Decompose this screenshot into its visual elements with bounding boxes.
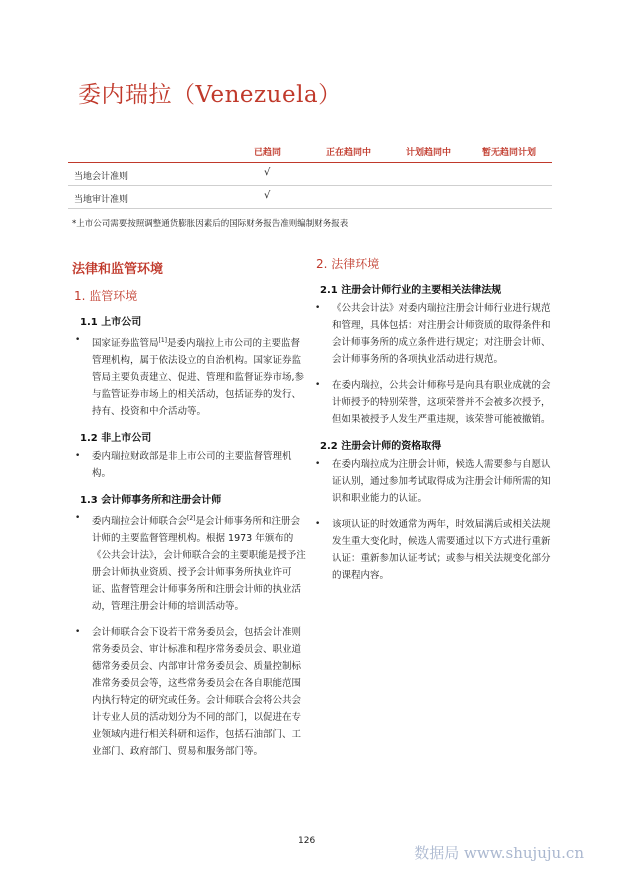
subsection-regulatory: 1. 监管环境 bbox=[74, 289, 138, 303]
left-column bbox=[72, 255, 308, 769]
list-item: • 会计师联合会下设若干常务委员会，包括会计准则常务委员会、审计标准和程序常务委员会、职业道德常务委员会、内部审计常务委员会、质量控制标准常务委员会等，这些常务委员会在各自职能范围内执行特定的研究或任务。会计师联合会将公共会计专业人员的活动划分为不同的部门，以促进在专业领域内进行相关科研和运作，包括石油部门、工业部门、政府部门、贸易和服务部门等。 bbox=[92, 624, 308, 760]
subsection-legal: 2. 法律环境 bbox=[316, 257, 380, 271]
row-label: 当地审计准则 bbox=[74, 195, 129, 205]
page-title: 委内瑞拉（Venezuela） bbox=[78, 82, 342, 108]
col-planned: 计划趋同中 bbox=[406, 148, 452, 158]
list-item: • 在委内瑞拉，公共会计师称号是向具有职业成就的会计师授予的特别荣誉，这项荣誉并不会被多次授予，但如果被授予人发生严重违规，该荣誉可能被撤销。 bbox=[332, 377, 552, 428]
list-item: • 在委内瑞拉成为注册会计师，候选人需要参与自愿认证认别，通过参加考试取得成为注册会计师所需的知识和职业能力的认证。 bbox=[332, 456, 552, 507]
check-mark: √ bbox=[264, 167, 271, 178]
table-note: *上市公司需要按照调整通货膨胀因素后的国际财务报告准则编制财务报表 bbox=[72, 219, 349, 229]
table-row bbox=[68, 186, 552, 209]
row-label: 当地会计准则 bbox=[74, 172, 129, 182]
table-header bbox=[68, 142, 552, 163]
right-column bbox=[312, 255, 552, 593]
list-item: • 国家证券监管局[1]是委内瑞拉上市公司的主要监督管理机构，属于依法设立的自治机构。国家证券监管局主要负责建立、促进、管理和监督证券市场,参与监管证券市场上的相关活动，包括证券的发行、持有、投资和中介活动等。 bbox=[92, 332, 308, 420]
list-item: • 委内瑞拉财政部是非上市公司的主要监督管理机构。 bbox=[92, 448, 308, 482]
heading-unlisted: 1.2 非上市公司 bbox=[80, 433, 152, 445]
page-number: 126 bbox=[298, 836, 316, 846]
section-heading: 法律和监管环境 bbox=[72, 262, 164, 277]
heading-firms: 1.3 会计师事务所和注册会计师 bbox=[80, 495, 222, 507]
col-no-plan: 暂无趋同计划 bbox=[482, 148, 537, 158]
heading-qualification: 2.2 注册会计师的资格取得 bbox=[320, 441, 442, 452]
heading-listed: 1.1 上市公司 bbox=[80, 317, 142, 328]
table-row bbox=[68, 163, 552, 186]
list-item: • 该项认证的时效通常为两年，时效届满后或相关法规发生重大变化时，候选人需要通过以下方式进行重新认证：重新参加认证考试；或参与相关法规变化部分的课程内容。 bbox=[332, 516, 552, 584]
convergence-table bbox=[68, 142, 552, 229]
check-mark: √ bbox=[264, 190, 271, 201]
heading-laws: 2.1 注册会计师行业的主要相关法律法规 bbox=[320, 285, 502, 296]
watermark: 数据局 www.shujuju.cn bbox=[414, 844, 584, 862]
col-converging: 正在趋同中 bbox=[326, 148, 372, 158]
list-item: • 《公共会计法》对委内瑞拉注册会计师行业进行规范和管理，具体包括：对注册会计师资质的取得条件和会计师事务所的成立条件进行规定；对注册会计师、会计师事务所的各项执业活动进行规范。 bbox=[332, 300, 552, 368]
list-item: • 委内瑞拉会计师联合会[2]是会计师事务所和注册会计师的主要监督管理机构。根据 1973 年颁布的《公共会计法》，会计师联合会的主要职能是授予注册会计师执业资质、授予会计师事务所执业许可证、监督管理会计师事务所和注册会计师的执业活动，管理注册会计师的培训活动等。 bbox=[92, 510, 308, 615]
col-converged: 已趋同 bbox=[254, 148, 282, 158]
